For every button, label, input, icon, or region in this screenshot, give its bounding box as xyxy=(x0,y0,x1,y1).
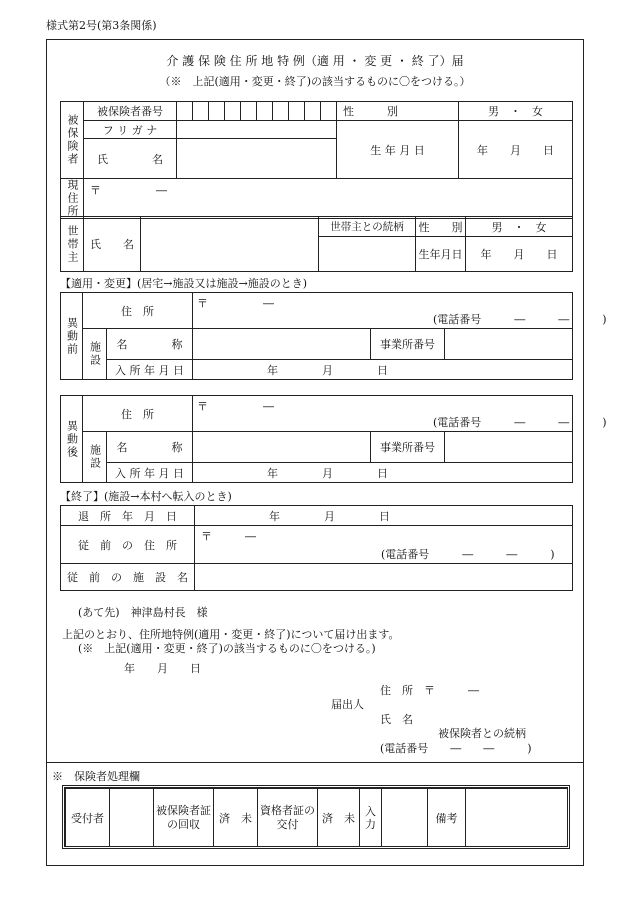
before-table xyxy=(60,292,607,380)
form-title: 介 護 保 険 住 所 地 特 例（適 用 ・ 変 更 ・ 終 了）届 xyxy=(166,54,464,68)
address-field[interactable]: 〒 ― xyxy=(84,179,573,219)
applicant-relation[interactable]: 被保険者との続柄 xyxy=(438,727,526,740)
birth-label: 生 年 月 日 xyxy=(337,121,459,179)
household-sex-choice[interactable]: 男 ・ 女 xyxy=(466,217,573,237)
before-office-no-field[interactable] xyxy=(445,329,573,360)
before-address-label: 住 所 xyxy=(83,293,193,329)
furigana-field[interactable] xyxy=(177,121,337,139)
name-label: 氏 名 xyxy=(84,139,177,179)
card-return-label: 被保険者証の回収 xyxy=(154,789,214,847)
prev-phone: (電話番号 ― ― ) xyxy=(381,548,555,561)
end-table xyxy=(60,505,573,591)
after-admission-field[interactable]: 年 月 日 xyxy=(193,463,573,483)
remarks-label: 備考 xyxy=(428,789,466,847)
household-table xyxy=(60,216,573,272)
before-phone: (電話番号 ― ― ) xyxy=(433,313,607,326)
furigana-label: フ リ ガ ナ xyxy=(84,121,177,139)
insured-group-label: 被保険者 xyxy=(61,102,84,179)
after-facility-label: 施設 xyxy=(83,432,107,483)
prev-postal: 〒 ― xyxy=(201,530,256,543)
insured-number-digit-4[interactable] xyxy=(225,102,241,121)
insured-number-digit-9[interactable] xyxy=(305,102,321,121)
insured-number-digit-5[interactable] xyxy=(241,102,257,121)
insured-number-digit-6[interactable] xyxy=(257,102,273,121)
cert-issue-label: 資格者証の交付 xyxy=(258,789,318,847)
insurer-section-heading: ※ 保険者処理欄 xyxy=(52,770,140,783)
insured-number-digit-1[interactable] xyxy=(177,102,193,121)
after-facility-name-field[interactable] xyxy=(193,432,371,463)
before-facility-name-field[interactable] xyxy=(193,329,371,360)
leave-date-label: 退 所 年 月 日 xyxy=(61,506,195,526)
household-birth-field[interactable]: 年 月 日 xyxy=(466,237,573,272)
birth-field[interactable]: 年 月 日 xyxy=(459,121,573,179)
prev-address-label: 従 前 の 住 所 xyxy=(61,526,195,564)
prev-facility-label: 従 前 の 施 設 名 xyxy=(61,564,195,591)
before-facility-label: 施設 xyxy=(83,329,107,380)
before-admission-field[interactable]: 年 月 日 xyxy=(193,360,573,380)
receiver-label: 受付者 xyxy=(66,789,110,847)
leave-date-field[interactable]: 年 月 日 xyxy=(195,506,573,526)
submission-date[interactable]: 年 月 日 xyxy=(124,662,201,675)
after-admission-label: 入 所 年 月 日 xyxy=(107,463,193,483)
addressee: (あて先) 神津島村長 様 xyxy=(78,606,208,619)
after-phone: (電話番号 ― ― ) xyxy=(433,416,607,429)
prev-facility-field[interactable] xyxy=(195,564,573,591)
section-apply-heading: 【適用・変更】(居宅→施設又は施設→施設のとき) xyxy=(60,277,308,290)
insured-number-digit-3[interactable] xyxy=(209,102,225,121)
input-label: 入力 xyxy=(360,789,382,847)
applicant-label: 届出人 xyxy=(331,698,364,711)
household-sex-label: 性 別 xyxy=(416,217,466,237)
after-address-label: 住 所 xyxy=(83,396,193,432)
before-facility-name-label: 名 称 xyxy=(107,329,193,360)
after-postal: 〒 ― xyxy=(197,400,274,413)
before-admission-label: 入 所 年 月 日 xyxy=(107,360,193,380)
before-group-label: 異動前 xyxy=(61,293,83,380)
after-office-no-field[interactable] xyxy=(445,432,573,463)
address-label: 現住所 xyxy=(61,179,84,219)
applicant-name[interactable]: 氏 名 xyxy=(380,713,413,726)
applicant-address[interactable]: 住 所 〒 ― xyxy=(380,684,479,697)
sex-choice[interactable]: 男 ・ 女 xyxy=(459,102,573,121)
after-office-no-label: 事業所番号 xyxy=(371,432,445,463)
relation-field[interactable] xyxy=(319,237,416,272)
insured-number-digit-2[interactable] xyxy=(193,102,209,121)
sex-label: 性 別 xyxy=(337,102,459,121)
household-name-label: 氏 名 xyxy=(84,217,141,272)
insured-number-label: 被保険者番号 xyxy=(84,102,177,121)
before-address-field[interactable] xyxy=(193,293,607,329)
card-return-status: 済 未 xyxy=(214,789,258,847)
remarks-field xyxy=(466,789,568,847)
declaration-note: (※ 上記(適用・変更・終了)の該当するものに〇をつける。) xyxy=(78,642,376,655)
prev-address-field[interactable] xyxy=(195,526,573,564)
receipt-table xyxy=(65,788,568,847)
household-birth-label: 生年月日 xyxy=(416,237,466,272)
form-subtitle: （※ 上記(適用・変更・終了)の該当するものに〇をつける。） xyxy=(159,75,471,88)
household-name-field[interactable] xyxy=(141,217,319,272)
insured-number-digit-10[interactable] xyxy=(321,102,337,121)
insured-number-digit-7[interactable] xyxy=(273,102,289,121)
name-field[interactable] xyxy=(177,139,337,179)
before-postal: 〒 ― xyxy=(197,297,274,310)
cert-issue-status: 済 未 xyxy=(318,789,360,847)
after-table xyxy=(60,395,607,483)
before-office-no-label: 事業所番号 xyxy=(371,329,445,360)
after-address-field[interactable] xyxy=(193,396,607,432)
receiver-field xyxy=(110,789,154,847)
applicant-phone[interactable]: (電話番号 ― ― ) xyxy=(380,742,532,755)
declaration: 上記のとおり、住所地特例(適用・変更・終了)について届け出ます。 xyxy=(62,628,400,641)
household-group-label: 世帯主 xyxy=(61,217,84,272)
insured-table xyxy=(60,101,573,219)
insurer-divider xyxy=(46,762,584,763)
input-field xyxy=(382,789,428,847)
form-label: 様式第2号(第3条関係) xyxy=(46,19,157,32)
relation-label: 世帯主との続柄 xyxy=(319,217,416,237)
after-facility-name-label: 名 称 xyxy=(107,432,193,463)
after-group-label: 異動後 xyxy=(61,396,83,483)
section-end-heading: 【終了】(施設→本村へ転入のとき) xyxy=(60,490,232,503)
insured-number-digit-8[interactable] xyxy=(289,102,305,121)
